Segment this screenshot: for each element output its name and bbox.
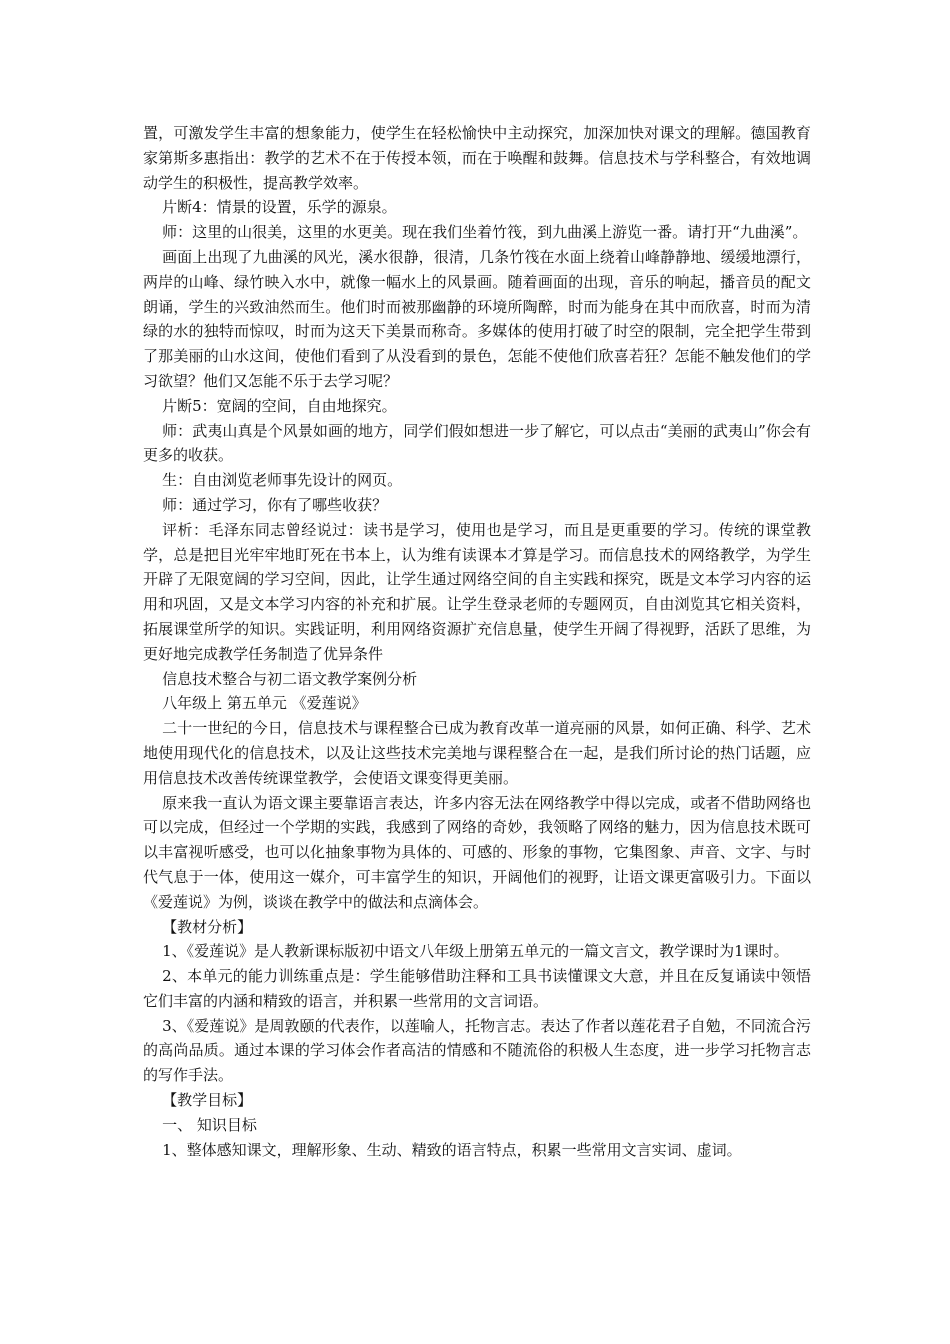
paragraph-4: 画面上出现了九曲溪的风光，溪水很静，很清，几条竹筏在水面上绕着山峰静静地、缓缓地漂行，两岸的山峰、绿竹映入水中，就像一幅水上的风景画。随着画面的出现，音乐的响起，播音员的配文朗诵，学生的兴致油然而生。他们时而被那幽静的环境所陶醉，时而为能身在其中而欣喜，时而为清绿的水的独特而惊叹，时而为这天下美景而称奇。多媒体的使用打破了时空的限制，完全把学生带到了那美丽的山水这间，使他们看到了从没看到的景色，怎能不使他们欣喜若狂？怎能不触发他们的学习欲望？他们又怎能不乐于去学习呢？: [143, 247, 811, 390]
document-page: [143, 121, 811, 1162]
paragraph-8: 师：通过学习，你有了哪些收获？: [162, 495, 388, 514]
paragraph-7: 生：自由浏览老师事先设计的网页。: [162, 471, 403, 490]
heading-material-analysis: 【教材分析】: [162, 917, 253, 936]
goal-item-1: 1、整体感知课文，理解形象、生动、精致的语言特点，积累一些常用文言实词、虚词。: [162, 1140, 742, 1159]
list-item-1: 1、《爱莲说》是人教新课标版初中语文八年级上册第五单元的一篇文言文，教学课时为1课时。: [162, 942, 789, 961]
heading-teaching-goals: 【教学目标】: [162, 1091, 253, 1110]
paragraph-13: 原来我一直认为语文课主要靠语言表达，许多内容无法在网络教学中得以完成，或者不借助网络也可以完成，但经过一个学期的实践，我感到了网络的奇妙，我领略了网络的魅力，因为信息技术既可以丰富视听感受，也可以化抽象事物为具体的、可感的、形象的事物，它集图象、声音、文字、与时代气息于一体，使用这一媒介，可丰富学生的知识，开阔他们的视野，让语文课更富吸引力。下面以《爱莲说》为例，谈谈在教学中的做法和点滴体会。: [143, 793, 811, 911]
paragraph-9: 评析：毛泽东同志曾经说过：读书是学习，使用也是学习，而且是更重要的学习。传统的课堂教学，总是把目光牢牢地盯死在书本上，认为维有读课本才算是学习。而信息技术的网络教学，为学生开辟了无限宽阔的学习空间，因此，让学生通过网络空间的自主实践和探究，既是文本学习内容的运用和巩固，又是文本学习内容的补充和扩展。让学生登录老师的专题网页，自由浏览其它相关资料，拓展课堂所学的知识。实践证明，利用网络资源扩充信息量，使学生开阔了得视野，活跃了思维，为更好地完成教学任务制造了优异条件: [143, 520, 811, 663]
list-item-2: 2、本单元的能力训练重点是：学生能够借助注释和工具书读懂课文大意，并且在反复诵读中领悟它们丰富的内涵和精致的语言，并积累一些常用的文言词语。: [143, 967, 811, 1010]
paragraph-5: 片断5：宽阔的空间，自由地探究。: [162, 396, 397, 415]
section-title: 信息技术整合与初二语文教学案例分析: [162, 669, 418, 688]
unit-line: 八年级上 第五单元 《爱莲说》: [162, 694, 367, 713]
subheading-knowledge-goals: 一、 知识目标: [162, 1115, 257, 1134]
list-item-3: 3、《爱莲说》是周敦颐的代表作，以莲喻人，托物言志。表达了作者以莲花君子自勉，不同流合污的高尚品质。通过本课的学习体会作者高洁的情感和不随流俗的积极人生态度，进一步学习托物言志的写作手法。: [143, 1016, 811, 1085]
paragraph-12: 二十一世纪的今日，信息技术与课程整合已成为教育改革一道亮丽的风景，如何正确、科学、艺术地使用现代化的信息技术，以及让这些技术完美地与课程整合在一起，是我们所讨论的热门话题，应用信息技术改善传统课堂教学，会使语文课变得更美丽。: [143, 719, 811, 787]
paragraph-1: 置，可激发学生丰富的想象能力，使学生在轻松愉快中主动探究，加深加快对课文的理解。德国教育家第斯多惠指出：教学的艺术不在于传授本领，而在于唤醒和鼓舞。信息技术与学科整合，有效地调动学生的积极性，提高教学效率。: [143, 124, 811, 192]
paragraph-2: 片断4：情景的设置，乐学的源泉。: [162, 198, 397, 217]
paragraph-3: 师：这里的山很美，这里的水更美。现在我们坐着竹筏，到九曲溪上游览一番。请打开“九曲溪”。: [162, 223, 808, 242]
paragraph-6: 师：武夷山真是个风景如画的地方，同学们假如想进一步了解它，可以点击“美丽的武夷山”你会有更多的收获。: [143, 421, 811, 465]
